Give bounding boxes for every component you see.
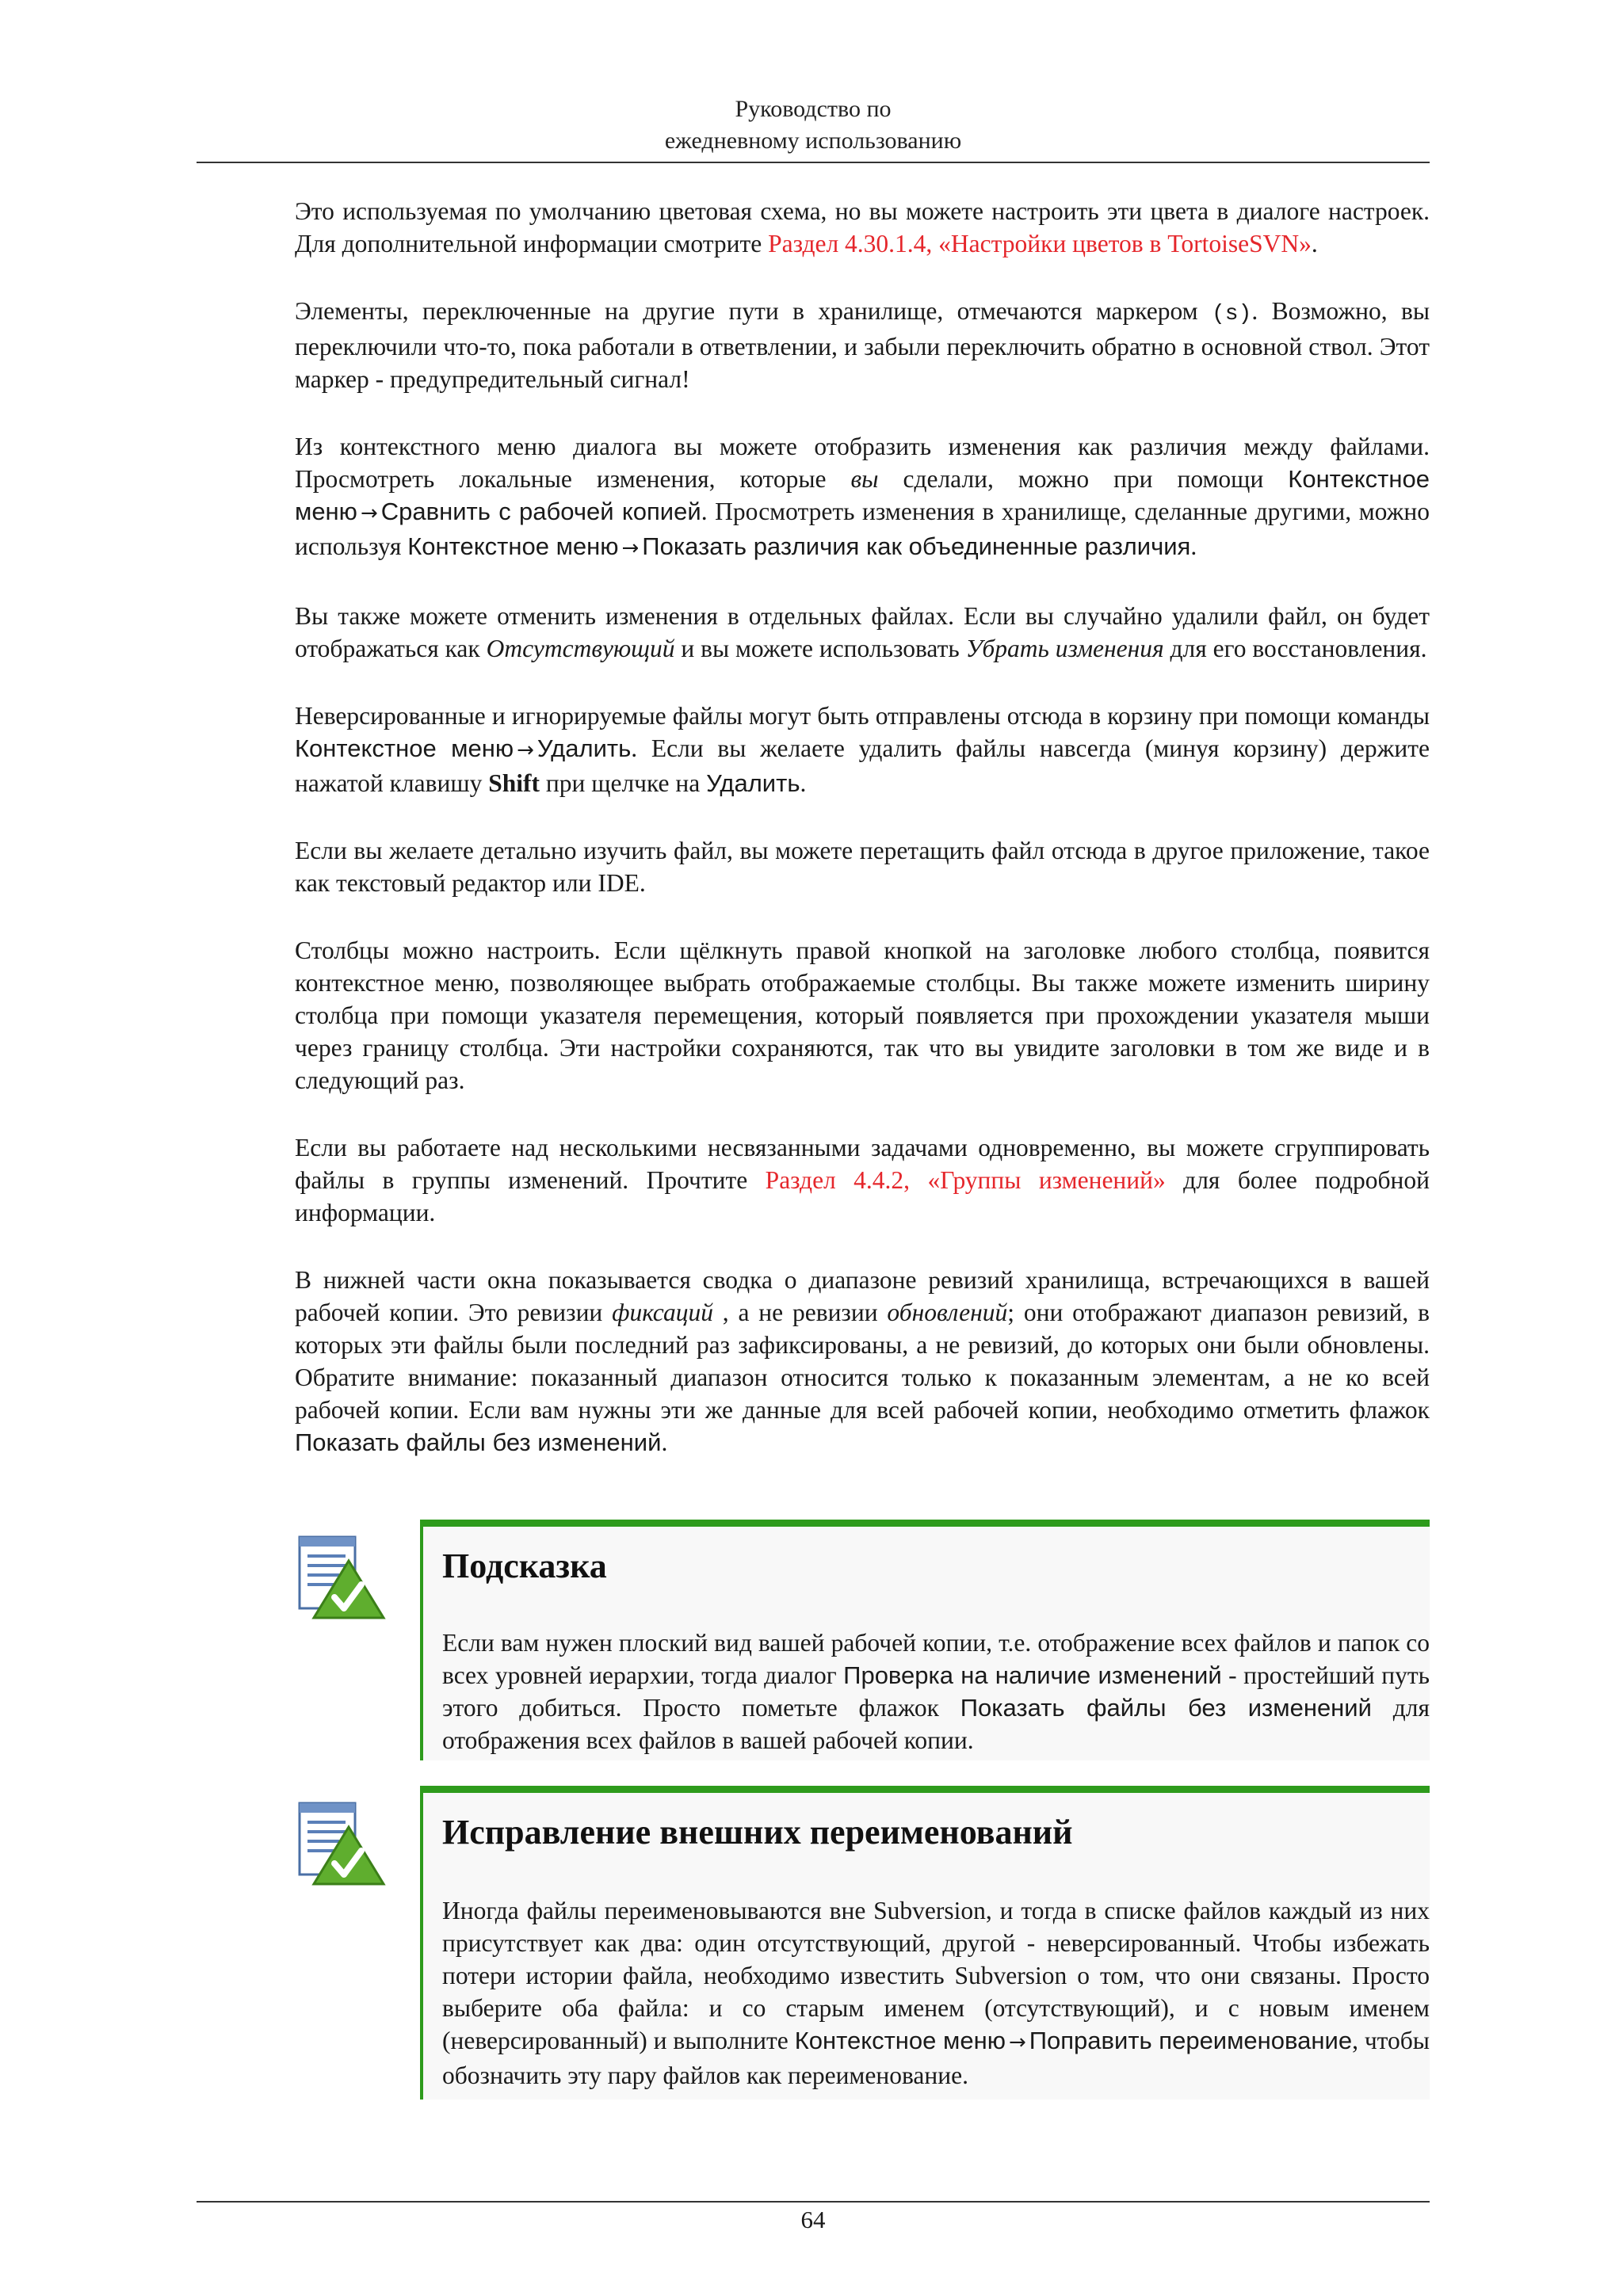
menu-context: Контекстное меню xyxy=(794,2027,1006,2054)
paragraph-switched-marker: Элементы, переключенные на другие пути в хранилище, отмечаются маркером (s). Возможно, вы переключили что-то, пока работали в ответвлении, и забыли переключить обратно в основной ствол. Этот маркер - предупредительный сигнал! xyxy=(295,297,1430,393)
dialog-check-for-modifications: Проверка на наличие изменений xyxy=(843,1661,1222,1689)
rename-note-box xyxy=(295,1786,1430,2100)
link-color-settings[interactable]: Раздел 4.30.1.4, «Настройки цветов в TortoiseSVN» xyxy=(768,230,1312,257)
menu-compare-working-copy: Сравнить с рабочей копией xyxy=(380,498,701,525)
paragraph-columns: Столбцы можно настроить. Если щёлкнуть правой кнопкой на заголовке любого столбца, появится контекстное меню, позволяющее выбрать отображаемые столбцы. Вы также можете изменить ширину столбца при помощи указателя перемещения, который появляется при прохождении указателя мыши через границу столбца. Эти настройки сохраняются, так что вы увидите заголовки в том же виде и в следующий раз. xyxy=(295,936,1430,1094)
paragraph-changelists: Если вы работаете над несколькими несвязанными задачами одновременно, вы можете сгруппировать файлы в группы изменений. Прочтите Раздел 4.4.2, «Группы изменений» для более подробной информации. xyxy=(295,1134,1430,1226)
header-line-1: Руководство по xyxy=(735,96,892,122)
tip-text: Если вам нужен плоский вид вашей рабочей копии, т.е. отображение всех файлов и папок со всех уровней иерархии, тогда диалог Проверка на наличие изменений - простейший путь этого добиться. Просто пометьте флажок Показать файлы без изменений для отображения всех файлов в вашей рабочей копии. xyxy=(442,1629,1430,1754)
paragraph-revert: Вы также можете отменить изменения в отдельных файлах. Если вы случайно удалили файл, он будет отображаться как Отсутствующий и вы можете использовать Убрать изменения для его восстановления. xyxy=(295,602,1430,662)
tip-box xyxy=(295,1520,1430,1760)
paragraph-color-scheme: Это используемая по умолчанию цветовая схема, но вы можете настроить эти цвета в диалоге настроек. Для дополнительной информации смотрите Раздел 4.30.1.4, «Настройки цветов в TortoiseSVN». xyxy=(295,197,1430,257)
running-header xyxy=(197,93,1430,157)
page-number: 64 xyxy=(800,2206,826,2233)
switched-marker: (s) xyxy=(1211,302,1252,326)
menu-context: Контекстное меню xyxy=(295,465,1430,525)
paragraph-drag-file: Если вы желаете детально изучить файл, вы можете перетащить файл отсюда в другое приложение, такое как текстовый редактор или IDE. xyxy=(295,837,1430,897)
rename-note-title: Исправление внешних переименований xyxy=(442,1813,1073,1852)
rename-note-panel xyxy=(420,1786,1430,2100)
tip-title: Подсказка xyxy=(442,1547,607,1585)
header-line-2: ежедневному использованию xyxy=(664,128,962,154)
paragraph-context-menu-diff: Из контекстного меню диалога вы можете отобразить изменения как различия между файлами. Просмотреть локальные изменения, которые вы сделали, можно при помощи Контекстное меню → Сравнить с рабочей копией. Просмотреть изменения в хранилище, сделанные другими, можно используя Контекстное меню → Показать различия как объединенные различия. xyxy=(295,433,1430,560)
menu-arrow-icon: → xyxy=(517,738,534,762)
menu-repair-move: Поправить переименование xyxy=(1029,2027,1353,2054)
footer-rule xyxy=(197,2201,1430,2203)
checkbox-show-unmodified: Показать файлы без изменений xyxy=(960,1694,1372,1722)
menu-delete: Удалить xyxy=(537,734,632,762)
paragraph-delete: Неверсированные и игнорируемые файлы могут быть отправлены отсюда в корзину при помощи команды Контекстное меню → Удалить. Если вы желаете удалить файлы навсегда (минуя корзину) держите нажатой клавишу Shift при щелчке на Удалить. xyxy=(295,702,1430,797)
tip-icon xyxy=(295,1529,390,1624)
rename-note-text: Иногда файлы переименовываются вне Subversion, и тогда в списке файлов каждый из них присутствует как два: один отсутствующий, другой - неверсированный. Чтобы избежать потери истории файла, необходимо известить Subversion о том, что они связаны. Просто выберите оба файла: и со старым именем (отсутствующий), и с новым именем (неверсированный) и выполните Контекстное меню → Поправить переименование, чтобы обозначить эту пару файлов как переименование. xyxy=(442,1897,1430,2089)
key-shift: Shift xyxy=(488,769,540,797)
tip-panel xyxy=(420,1520,1430,1760)
menu-context: Контекстное меню xyxy=(295,734,514,762)
paragraph-revision-range: В нижней части окна показывается сводка о диапазоне ревизий хранилища, встречающихся в вашей рабочей копии. Это ревизии фиксаций , а не ревизии обновлений; они отображают диапазон ревизий, в которых эти файлы были последний раз зафиксированы, а не ревизий, до которых они были обновлены. Обратите внимание: показанный диапазон относится только к показанным элементам, а не ко всей рабочей копии. Если вам нужны эти же данные для всей рабочей копии, необходимо отметить флажок Показать файлы без изменений. xyxy=(295,1266,1430,1456)
header-rule xyxy=(197,162,1430,163)
menu-arrow-icon: → xyxy=(1008,2031,1026,2054)
menu-delete: Удалить xyxy=(706,769,800,797)
menu-show-unified-diff: Показать различия как объединенные различия xyxy=(642,532,1191,560)
link-changelists[interactable]: Раздел 4.4.2, «Группы изменений» xyxy=(765,1166,1166,1194)
menu-context: Контекстное меню xyxy=(407,532,619,560)
menu-arrow-icon: → xyxy=(621,536,640,560)
tip-icon xyxy=(295,1795,390,1890)
main-body xyxy=(295,195,1430,1493)
checkbox-show-unmodified: Показать файлы без изменений xyxy=(295,1428,662,1456)
menu-arrow-icon: → xyxy=(360,502,378,525)
